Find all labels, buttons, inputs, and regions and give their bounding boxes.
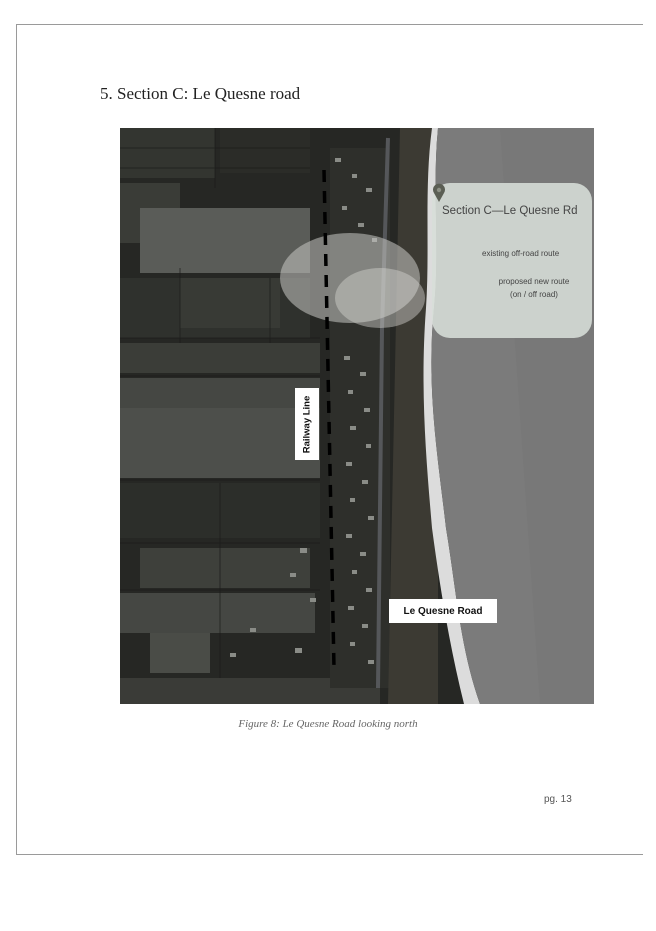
section-heading: 5. Section C: Le Quesne road bbox=[100, 84, 301, 103]
aerial-photo bbox=[120, 128, 594, 704]
legend-proposed-route bbox=[476, 275, 592, 301]
legend-existing-route: existing off-road route bbox=[482, 249, 560, 258]
legend-title: Section C—Le Quesne Rd bbox=[442, 205, 578, 217]
railway-line-label bbox=[295, 388, 319, 460]
legend-proposed-line2: (on / off road) bbox=[510, 290, 558, 299]
legend-proposed-line1: proposed new route bbox=[498, 277, 570, 286]
map-pin-icon bbox=[432, 183, 446, 203]
figure-caption: Figure 8: Le Quesne Road looking north bbox=[238, 718, 418, 730]
map-legend bbox=[432, 183, 592, 338]
page-number: pg. 13 bbox=[544, 794, 572, 805]
railway-line-text: Railway Line bbox=[301, 395, 313, 453]
le-quesne-road-label: Le Quesne Road bbox=[389, 599, 497, 623]
